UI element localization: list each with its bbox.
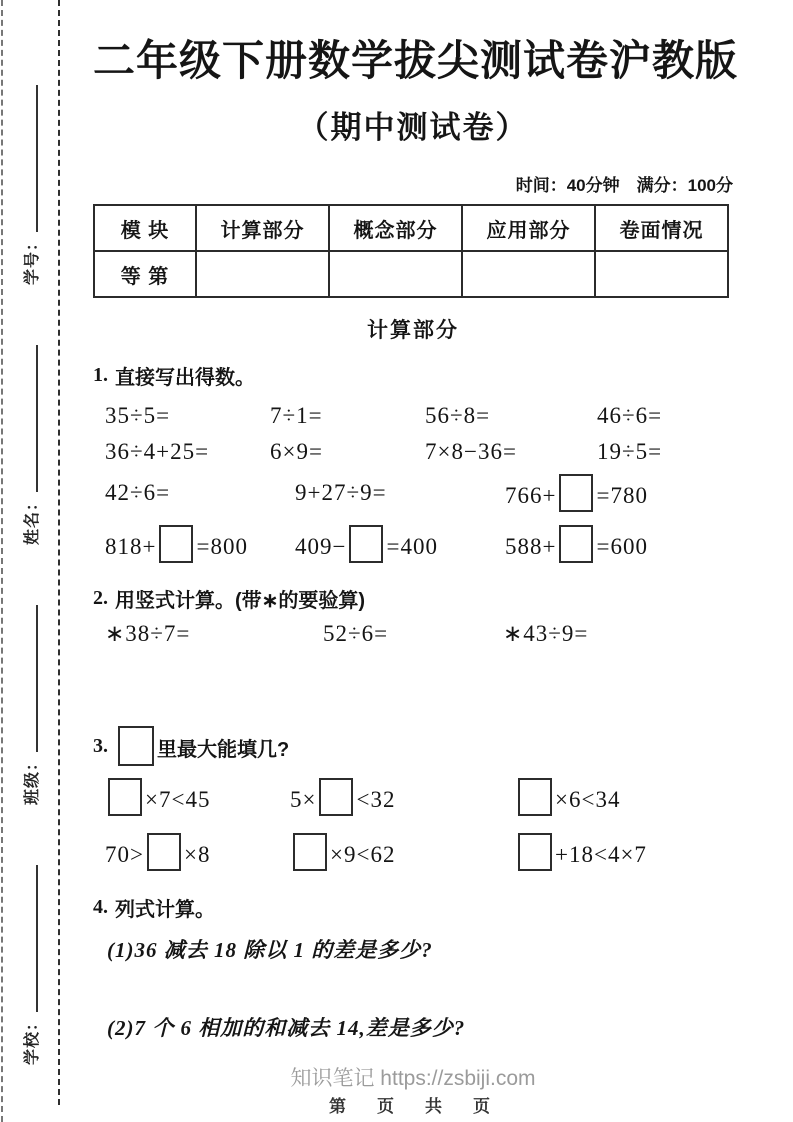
score-table: [93, 204, 729, 298]
question-2-number: 2.: [93, 587, 108, 609]
math-expression: 70> ×8: [105, 833, 290, 871]
math-expression: 19÷5=: [597, 439, 663, 464]
grade-cell-application[interactable]: [462, 251, 595, 297]
question-3-row-1: [105, 773, 733, 821]
question-3-header: [93, 726, 733, 766]
question-3-number: 3.: [93, 734, 108, 757]
math-expression: 7×8−36=: [425, 439, 517, 464]
math-expression: 6×9=: [270, 439, 323, 464]
answer-box[interactable]: [518, 833, 552, 871]
math-expression: ∗38÷7=: [105, 621, 191, 646]
page-edge-dashed-line: [1, 0, 3, 1122]
answer-box[interactable]: [319, 778, 353, 816]
answer-box[interactable]: [159, 525, 193, 563]
paper-content: [93, 0, 739, 1042]
math-expression: 818+ =800: [105, 525, 295, 563]
student-number-fill-line[interactable]: [23, 85, 38, 232]
site-watermark: 知识笔记 https://zsbiji.com: [290, 1067, 536, 1090]
question-1-row-3: [105, 470, 733, 516]
question-2-row: [105, 621, 733, 647]
score-header-presentation: 卷面情况: [595, 205, 728, 251]
question-1-row-2: [105, 439, 733, 465]
student-field-class: [15, 605, 45, 805]
section-title: 计算部分: [367, 319, 459, 342]
math-expression: 9+27÷9=: [295, 480, 387, 505]
score-header-calculation: 计算部分: [196, 205, 329, 251]
school-label: 学校：: [23, 1013, 41, 1065]
math-expression: 35÷5=: [105, 403, 171, 428]
question-1-row-4: [105, 521, 733, 567]
question-1-number: 1.: [93, 364, 108, 386]
answer-box[interactable]: [518, 778, 552, 816]
class-label: 班级：: [23, 753, 41, 805]
grade-cell-calculation[interactable]: [196, 251, 329, 297]
math-expression: 588+ =600: [505, 525, 733, 563]
score-header-concept: 概念部分: [329, 205, 462, 251]
answer-box[interactable]: [108, 778, 142, 816]
question-1-row-1: [105, 403, 733, 429]
math-expression: +18<4×7: [515, 833, 733, 871]
page-number-footer: 第 页 共 页: [329, 1097, 497, 1116]
math-expression: ∗43÷9=: [503, 621, 589, 646]
student-field-name: [15, 345, 45, 545]
score-header-module: 模 块: [94, 205, 196, 251]
question-3-title: 里最大能填几?: [115, 726, 289, 766]
question-4-number: 4.: [93, 896, 108, 918]
math-expression: 36÷4+25=: [105, 439, 210, 464]
question-4-sub-1: (1)36 减去 18 除以 1 的差是多少?: [107, 938, 433, 962]
question-4-title: 列式计算。: [115, 899, 215, 921]
math-expression: 46÷6=: [597, 403, 663, 428]
question-4-sub-2: (2)7 个 6 相加的和减去 14,差是多少?: [107, 1016, 466, 1040]
school-fill-line[interactable]: [23, 865, 38, 1012]
name-fill-line[interactable]: [23, 345, 38, 492]
question-1-header: [93, 361, 733, 390]
name-label: 姓名：: [23, 493, 41, 545]
cut-dashed-line: [58, 0, 60, 1105]
math-expression: 7÷1=: [270, 403, 323, 428]
answer-box[interactable]: [147, 833, 181, 871]
question-2-title: 用竖式计算。(带∗的要验算): [115, 590, 366, 612]
answer-box[interactable]: [293, 833, 327, 871]
question-1-title: 直接写出得数。: [115, 367, 255, 389]
math-expression: 52÷6=: [323, 621, 389, 646]
math-expression: ×6<34: [515, 778, 733, 816]
math-expression: 766+ =780: [505, 474, 733, 512]
question-2-header: [93, 584, 733, 613]
grade-cell-concept[interactable]: [329, 251, 462, 297]
score-table-header-row: [94, 205, 728, 251]
student-number-label: 学号：: [23, 233, 41, 285]
class-fill-line[interactable]: [23, 605, 38, 752]
question-4-header: [93, 893, 733, 922]
math-expression: 42÷6=: [105, 480, 171, 505]
math-expression: ×7<45: [105, 778, 290, 816]
student-field-school: [15, 865, 45, 1065]
math-expression: 409− =400: [295, 525, 505, 563]
grade-row-label: 等 第: [94, 251, 196, 297]
score-table-grade-row: [94, 251, 728, 297]
math-expression: 5× <32: [290, 778, 515, 816]
paper-title: 二年级下册数学拔尖测试卷沪教版: [93, 37, 739, 84]
answer-box[interactable]: [118, 726, 154, 766]
score-header-application: 应用部分: [462, 205, 595, 251]
student-field-student-number: [15, 85, 45, 285]
question-2-work-area[interactable]: [93, 647, 733, 709]
paper-subtitle: （期中测试卷）: [297, 110, 529, 145]
question-3-row-2: [105, 828, 733, 876]
exam-time-score-info: 时间：40分钟 满分：100分: [515, 176, 733, 195]
math-expression: 56÷8=: [425, 403, 491, 428]
answer-box[interactable]: [559, 525, 593, 563]
math-expression: ×9<62: [290, 833, 515, 871]
answer-box[interactable]: [559, 474, 593, 512]
answer-box[interactable]: [349, 525, 383, 563]
grade-cell-presentation[interactable]: [595, 251, 728, 297]
